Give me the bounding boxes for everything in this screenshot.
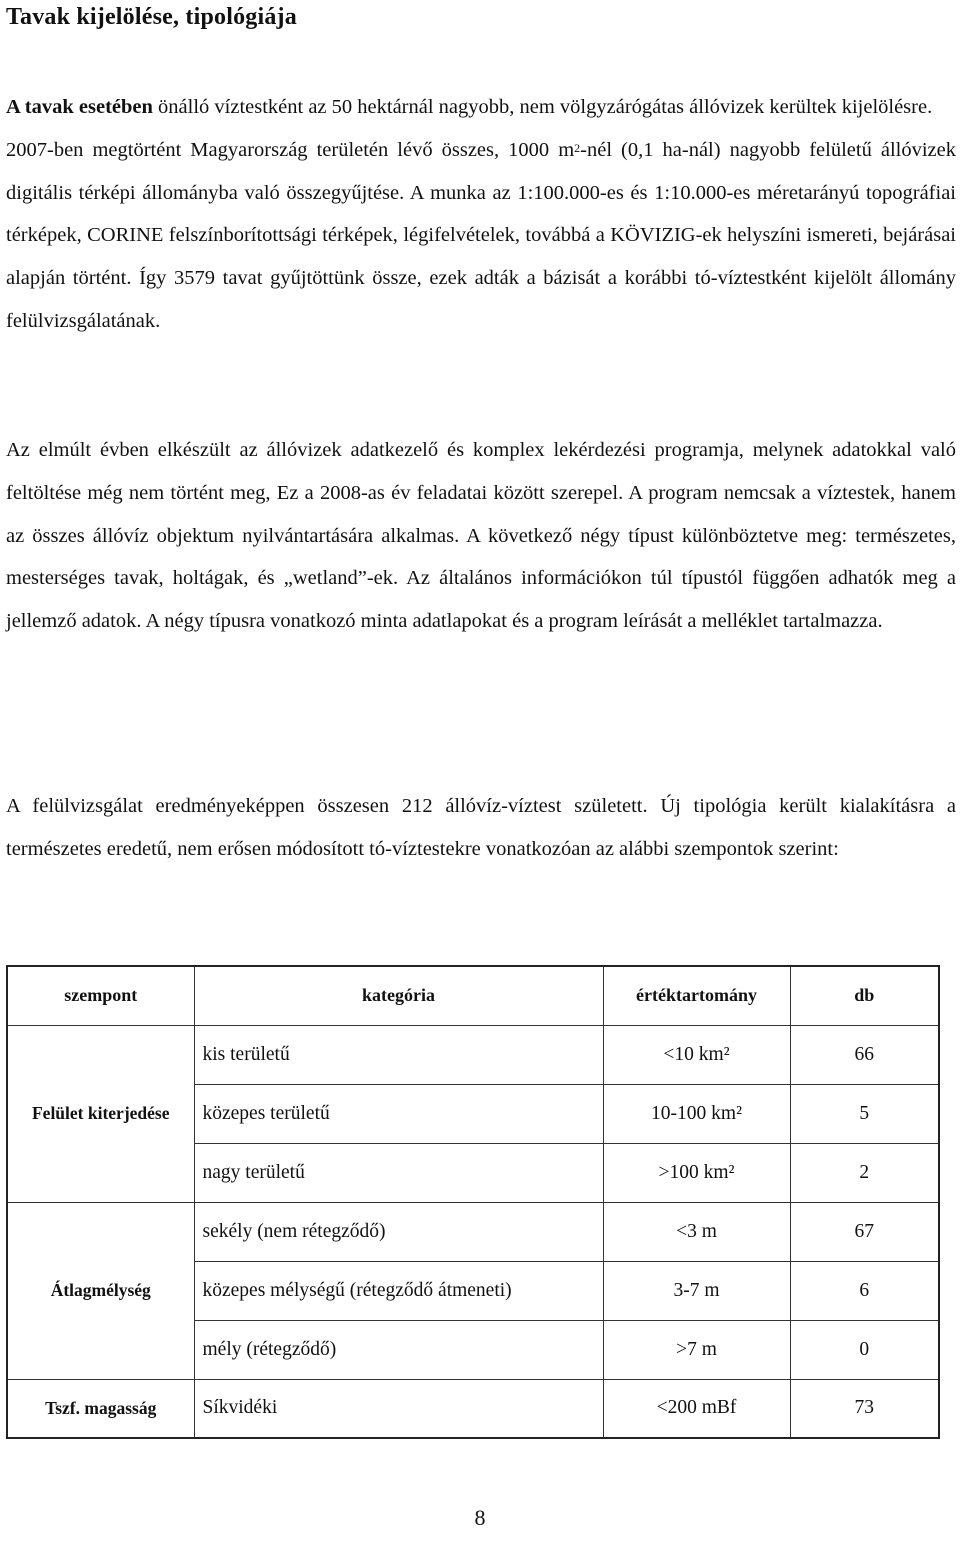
category-cell: kis területű	[194, 1025, 603, 1084]
header-category: kategória	[194, 966, 603, 1025]
range-cell: 10-100 km²	[603, 1084, 790, 1143]
paragraph-lead-bold: A tavak esetében	[6, 96, 153, 118]
paragraph-program: Az elmúlt évben elkészült az állóvizek adatkezelő és komplex lekérdezési programja, melynek adatokkal való feltöltése még nem történt meg, Ez a 2008-as év feladatai között szerepel. A program nemcsak a víztestek, hanem az összes állóvíz objektum nyilvántartására alkalmas. A következő négy típust különböztetve meg: természetes, mesterséges tavak, holtágak, és „wetland”-ek. Az általános információkon túl típustól függően adhatók meg a jellemző adatok. A négy típusra vonatkozó minta adatlapokat és a program leírását a melléklet tartalmazza.	[6, 439, 956, 633]
header-aspect: szempont	[7, 966, 194, 1025]
range-cell: >7 m	[603, 1320, 790, 1379]
table-row	[7, 1143, 939, 1202]
count-cell: 2	[790, 1143, 939, 1202]
range-cell: <10 km²	[603, 1025, 790, 1084]
paragraph-text-a: önálló víztestként az 50 hektárnál nagyobb, nem völgyzárógátas állóvizek kerültek kijelölésre.	[152, 96, 933, 118]
aspect-cell-empty	[7, 1025, 194, 1084]
category-cell: Síkvidéki	[194, 1379, 603, 1438]
table-row	[7, 1025, 939, 1084]
aspect-cell: Felület kiterjedése	[7, 1084, 194, 1143]
paragraph-text-b: 2007-ben megtörtént Magyarország területén lévő összes, 1000 m	[6, 138, 575, 161]
count-cell: 67	[790, 1202, 939, 1261]
category-cell: közepes területű	[194, 1084, 603, 1143]
aspect-cell: Átlagmélység	[7, 1261, 194, 1320]
header-count: db	[790, 966, 939, 1025]
category-cell: nagy területű	[194, 1143, 603, 1202]
category-cell: sekély (nem rétegződő)	[194, 1202, 603, 1261]
count-cell: 66	[790, 1025, 939, 1084]
table-row	[7, 1320, 939, 1379]
category-cell: mély (rétegződő)	[194, 1320, 603, 1379]
range-cell: <3 m	[603, 1202, 790, 1261]
count-cell: 73	[790, 1379, 939, 1438]
paragraph-lake-designation	[6, 86, 956, 343]
count-cell: 6	[790, 1261, 939, 1320]
paragraph-text-c: -nél (0,1 ha-nál) nagyobb felületű állóvizek digitális térképi állományba való összegyűjtése. A munka az 1:100.000-es és 1:10.000-es méretarányú topográfiai térképek, CORINE felszínborítottsági térképek, légifelvételek, továbbá a KÖVIZIG-ek helyszíni ismereti, bejárásai alapján történt. Így 3579 tavat gyűjtöttünk össze, ezek adták a bázisát a korábbi tó-víztestként kijelölt állomány felülvizsgálatának.	[6, 138, 956, 332]
page-number: 8	[474, 1505, 486, 1530]
table-header-row	[7, 966, 939, 1025]
range-cell: <200 mBf	[603, 1379, 790, 1438]
table-row	[7, 1202, 939, 1261]
aspect-cell-empty	[7, 1143, 194, 1202]
table-row	[7, 1084, 939, 1143]
typology-table	[6, 965, 940, 1439]
page-title: Tavak kijelölése, tipológiája	[6, 4, 297, 30]
count-cell: 5	[790, 1084, 939, 1143]
range-cell: 3-7 m	[603, 1261, 790, 1320]
count-cell: 0	[790, 1320, 939, 1379]
superscript-2: 2	[574, 140, 581, 155]
aspect-cell-empty	[7, 1202, 194, 1261]
category-cell: közepes mélységű (rétegződő átmeneti)	[194, 1261, 603, 1320]
table-row	[7, 1379, 939, 1438]
paragraph-review-results: A felülvizsgálat eredményeképpen összesen 212 állóvíz-víztest született. Új tipológia került kialakításra a természetes eredetű, nem erősen módosított tó-víztestekre vonatkozóan az alábbi szempontok szerint:	[6, 795, 956, 860]
aspect-cell: Tszf. magasság	[7, 1379, 194, 1438]
header-range: értéktartomány	[603, 966, 790, 1025]
aspect-cell-empty	[7, 1320, 194, 1379]
range-cell: >100 km²	[603, 1143, 790, 1202]
table-row	[7, 1261, 939, 1320]
